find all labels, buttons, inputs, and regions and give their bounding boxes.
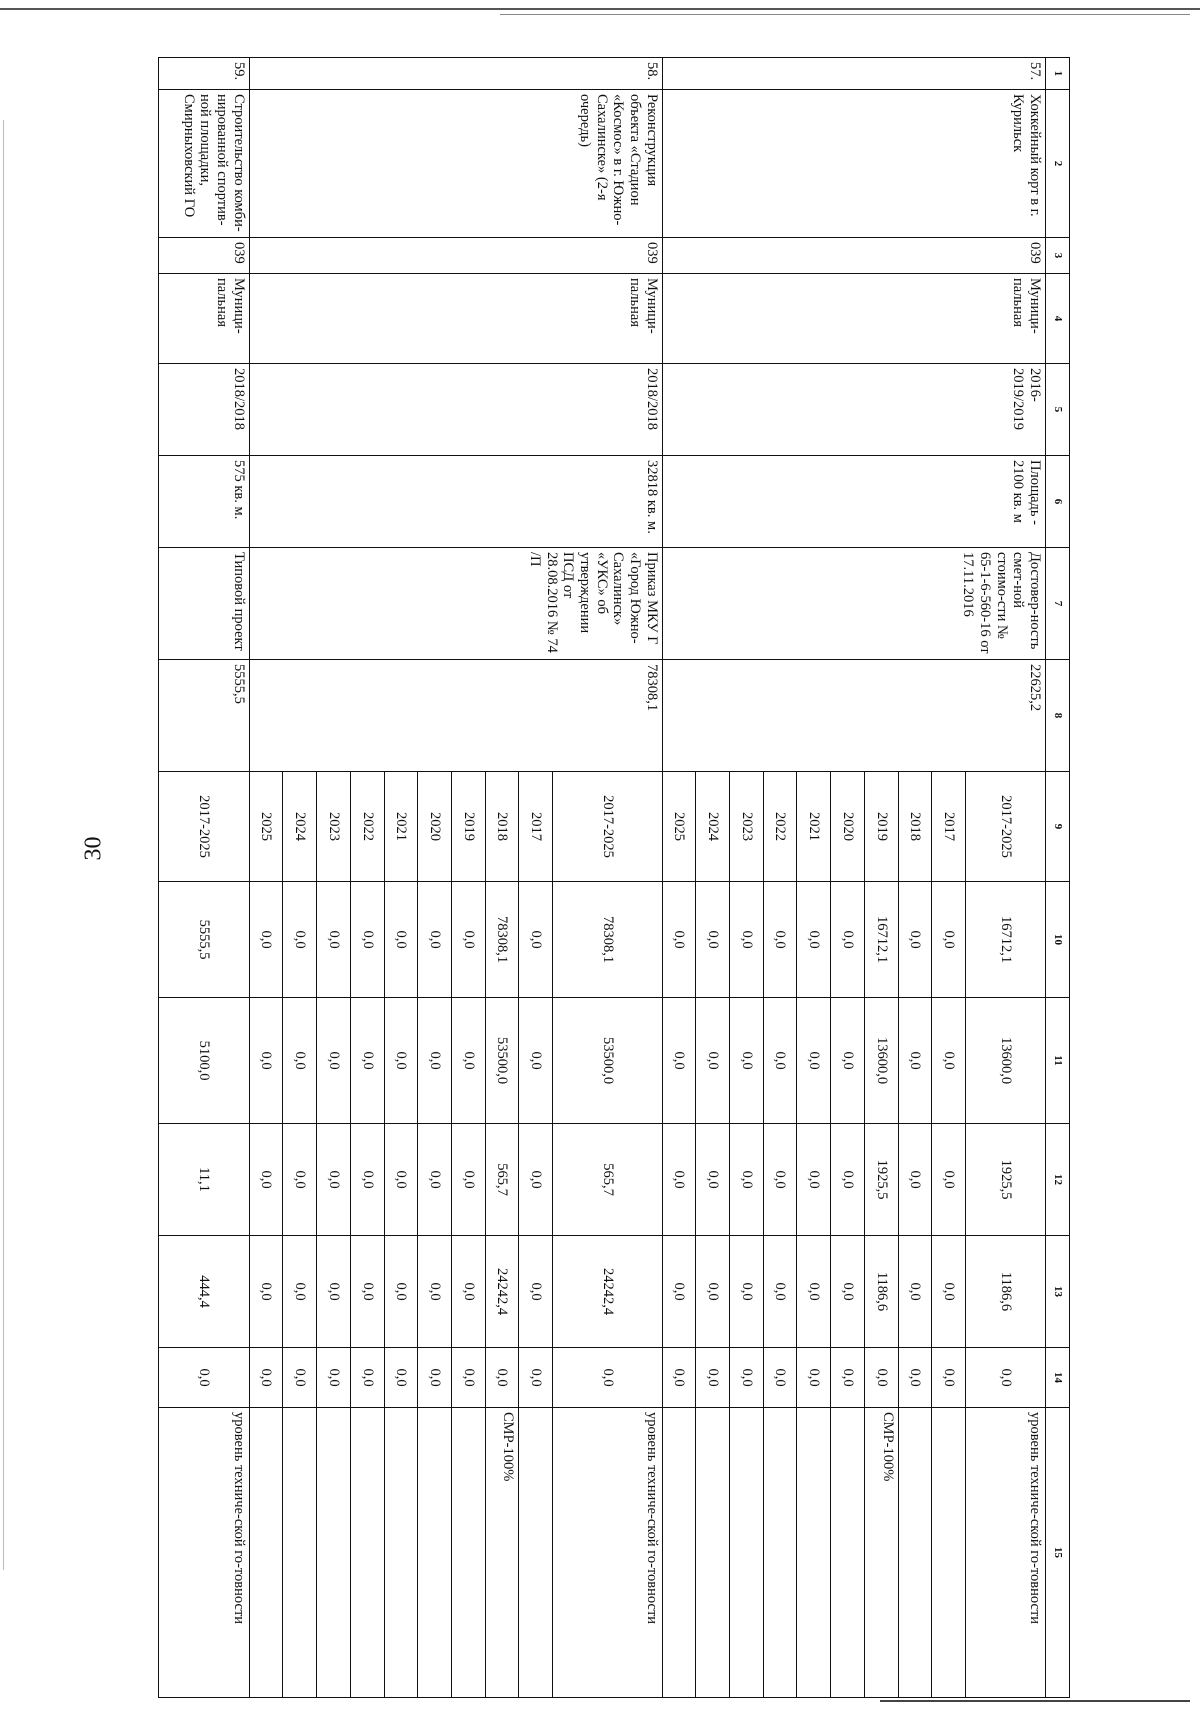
col11-cell: 0,0 [932,998,966,1124]
col15-cell [249,1408,283,1698]
year-cell: 2023 [317,772,351,882]
project-document: Типовой проект [159,548,250,660]
col14-cell: 0,0 [451,1348,485,1408]
project-row [159,58,250,1698]
col15-cell [696,1408,730,1698]
col13-cell: 0,0 [519,1236,553,1348]
col12-cell: 0,0 [730,1124,764,1236]
col13-cell: 0,0 [451,1236,485,1348]
col12-cell: 0,0 [831,1124,865,1236]
total-col10: 5555,5 [159,882,250,998]
col15-cell [418,1408,452,1698]
col12-cell: 0,0 [418,1124,452,1236]
col11-cell: 0,0 [317,998,351,1124]
col-header: 5 [1046,364,1070,456]
col13-cell: 0,0 [662,1236,696,1348]
col10-cell: 0,0 [763,882,797,998]
col11-cell: 0,0 [350,998,384,1124]
col11-cell: 0,0 [451,998,485,1124]
col12-cell: 0,0 [662,1124,696,1236]
col12-cell: 0,0 [763,1124,797,1236]
col12-cell: 0,0 [519,1124,553,1236]
col15-cell [662,1408,696,1698]
col11-cell: 0,0 [831,998,865,1124]
total-col15: уровень техниче-ской го-товности [965,1408,1045,1698]
total-col11: 13600,0 [965,998,1045,1124]
col14-cell: 0,0 [864,1348,898,1408]
total-col14: 0,0 [965,1348,1045,1408]
project-ownership: Муници-пальная [159,274,250,364]
total-col11: 53500,0 [553,998,663,1124]
col10-cell: 0,0 [451,882,485,998]
col12-cell: 0,0 [696,1124,730,1236]
col10-cell: 0,0 [898,882,932,998]
project-estimate: 22625,2 [662,660,1045,772]
col10-cell: 0,0 [797,882,831,998]
col-header: 1 [1046,58,1070,90]
project-row [553,58,663,1698]
col10-cell: 78308,1 [485,882,519,998]
year-cell: 2019 [864,772,898,882]
col-header: 14 [1046,1348,1070,1408]
col15-cell [283,1408,317,1698]
col-header: 4 [1046,274,1070,364]
col11-cell: 0,0 [662,998,696,1124]
col12-cell: 0,0 [898,1124,932,1236]
col14-cell: 0,0 [797,1348,831,1408]
col10-cell: 0,0 [317,882,351,998]
total-col10: 16712,1 [965,882,1045,998]
col14-cell: 0,0 [763,1348,797,1408]
year-cell: 2023 [730,772,764,882]
col10-cell: 16712,1 [864,882,898,998]
col15-cell [730,1408,764,1698]
project-document: Достовер-ность смет-ной стоимо-сти № 65-1-6-560-16 от 17.11.2016 [662,548,1045,660]
col12-cell: 0,0 [350,1124,384,1236]
col11-cell: 53500,0 [485,998,519,1124]
col14-cell: 0,0 [485,1348,519,1408]
project-code: 039 [249,238,662,274]
year-cell: 2018 [898,772,932,882]
col-header: 10 [1046,882,1070,998]
col13-cell: 0,0 [730,1236,764,1348]
project-code: 039 [662,238,1045,274]
col11-cell: 0,0 [763,998,797,1124]
col-header: 15 [1046,1408,1070,1698]
total-period: 2017-2025 [965,772,1045,882]
col15-cell: СМР-100% [485,1408,519,1698]
col-header: 2 [1046,90,1070,238]
year-cell: 2022 [763,772,797,882]
col12-cell: 0,0 [283,1124,317,1236]
col-header: 6 [1046,456,1070,548]
project-number: 59. [159,58,250,90]
col15-cell: СМР-100% [864,1408,898,1698]
col15-cell [451,1408,485,1698]
col13-cell: 0,0 [763,1236,797,1348]
col10-cell: 0,0 [350,882,384,998]
project-estimate: 5555,5 [159,660,250,772]
total-col13: 444,4 [159,1236,250,1348]
total-period: 2017-2025 [553,772,663,882]
total-col11: 5100,0 [159,998,250,1124]
project-document: Приказ МКУ Г «Город Южно-Сахалинск» «УКС» об утверждении ПСД от 28.08.2016 № 74 /П [249,548,662,660]
col-header: 8 [1046,660,1070,772]
col-header: 11 [1046,998,1070,1124]
total-col14: 0,0 [159,1348,250,1408]
year-cell: 2019 [451,772,485,882]
year-cell: 2017 [932,772,966,882]
col14-cell: 0,0 [932,1348,966,1408]
col15-cell [763,1408,797,1698]
col13-cell: 0,0 [384,1236,418,1348]
col10-cell: 0,0 [662,882,696,998]
col14-cell: 0,0 [418,1348,452,1408]
project-number: 58. [249,58,662,90]
col14-cell: 0,0 [831,1348,865,1408]
col12-cell: 565,7 [485,1124,519,1236]
col12-cell: 1925,5 [864,1124,898,1236]
col12-cell: 0,0 [797,1124,831,1236]
col13-cell: 24242,4 [485,1236,519,1348]
col-header: 13 [1046,1236,1070,1348]
col14-cell: 0,0 [662,1348,696,1408]
project-ownership: Муници-пальная [249,274,662,364]
col10-cell: 0,0 [283,882,317,998]
col15-cell [831,1408,865,1698]
project-number: 57. [662,58,1045,90]
col10-cell: 0,0 [384,882,418,998]
col15-cell [350,1408,384,1698]
project-period: 2018/2018 [159,364,250,456]
col10-cell: 0,0 [730,882,764,998]
col14-cell: 0,0 [350,1348,384,1408]
col10-cell: 0,0 [249,882,283,998]
project-code: 039 [159,238,250,274]
col15-cell [384,1408,418,1698]
total-col12: 565,7 [553,1124,663,1236]
col13-cell: 0,0 [696,1236,730,1348]
col13-cell: 1186,6 [864,1236,898,1348]
rotated-page [158,57,1070,1697]
year-cell: 2022 [350,772,384,882]
column-number-row [1046,58,1070,1698]
col14-cell: 0,0 [696,1348,730,1408]
col12-cell: 0,0 [384,1124,418,1236]
table-body [159,58,1046,1698]
project-ownership: Муници-пальная [662,274,1045,364]
project-capacity: 575 кв. м. [159,456,250,548]
year-cell: 2021 [384,772,418,882]
col15-cell [519,1408,553,1698]
col13-cell: 0,0 [932,1236,966,1348]
total-col13: 1186,6 [965,1236,1045,1348]
col-header: 9 [1046,772,1070,882]
col13-cell: 0,0 [283,1236,317,1348]
col11-cell: 0,0 [898,998,932,1124]
col10-cell: 0,0 [418,882,452,998]
total-col13: 24242,4 [553,1236,663,1348]
col12-cell: 0,0 [932,1124,966,1236]
investment-table [158,57,1070,1698]
total-col15: уровень техниче-ской го-товности [159,1408,250,1698]
col11-cell: 0,0 [696,998,730,1124]
col-header: 3 [1046,238,1070,274]
col11-cell: 0,0 [519,998,553,1124]
col11-cell: 0,0 [384,998,418,1124]
year-cell: 2024 [283,772,317,882]
col14-cell: 0,0 [317,1348,351,1408]
year-cell: 2017 [519,772,553,882]
page-number: 30 [80,836,107,861]
col12-cell: 0,0 [317,1124,351,1236]
year-cell: 2018 [485,772,519,882]
col10-cell: 0,0 [519,882,553,998]
col10-cell: 0,0 [696,882,730,998]
col14-cell: 0,0 [519,1348,553,1408]
col13-cell: 0,0 [317,1236,351,1348]
col13-cell: 0,0 [418,1236,452,1348]
col14-cell: 0,0 [384,1348,418,1408]
col11-cell: 0,0 [249,998,283,1124]
col14-cell: 0,0 [283,1348,317,1408]
col15-cell [797,1408,831,1698]
year-cell: 2025 [249,772,283,882]
project-row [965,58,1045,1698]
col11-cell: 0,0 [283,998,317,1124]
col14-cell: 0,0 [898,1348,932,1408]
year-cell: 2021 [797,772,831,882]
project-name: Реконструкция объекта «Стадион «Космос» в г. Южно-Сахалинске» (2-я очередь) [249,90,662,238]
project-period: 2018/2018 [249,364,662,456]
col11-cell: 0,0 [797,998,831,1124]
col15-cell [932,1408,966,1698]
year-cell: 2024 [696,772,730,882]
col12-cell: 0,0 [451,1124,485,1236]
total-col10: 78308,1 [553,882,663,998]
col10-cell: 0,0 [932,882,966,998]
total-col12: 1925,5 [965,1124,1045,1236]
col13-cell: 0,0 [898,1236,932,1348]
total-col12: 11,1 [159,1124,250,1236]
col11-cell: 13600,0 [864,998,898,1124]
col10-cell: 0,0 [831,882,865,998]
col14-cell: 0,0 [730,1348,764,1408]
col-header: 12 [1046,1124,1070,1236]
project-period: 2016-2019/2019 [662,364,1045,456]
project-estimate: 78308,1 [249,660,662,772]
col15-cell [317,1408,351,1698]
col13-cell: 0,0 [350,1236,384,1348]
col13-cell: 0,0 [249,1236,283,1348]
year-cell: 2025 [662,772,696,882]
project-capacity: Площадь - 2100 кв. м [662,456,1045,548]
col13-cell: 0,0 [797,1236,831,1348]
year-cell: 2020 [418,772,452,882]
col11-cell: 0,0 [730,998,764,1124]
col13-cell: 0,0 [831,1236,865,1348]
project-capacity: 32818 кв. м. [249,456,662,548]
year-cell: 2020 [831,772,865,882]
project-name: Строительство комби-нированной спортив-ной площадки, Смирныховский ГО [159,90,250,238]
col12-cell: 0,0 [249,1124,283,1236]
col15-cell [898,1408,932,1698]
total-col15: уровень техниче-ской го-товности [553,1408,663,1698]
total-col14: 0,0 [553,1348,663,1408]
col14-cell: 0,0 [249,1348,283,1408]
project-name: Хоккейный корт в г. Курильск [662,90,1045,238]
col-header: 7 [1046,548,1070,660]
total-period: 2017-2025 [159,772,250,882]
col11-cell: 0,0 [418,998,452,1124]
